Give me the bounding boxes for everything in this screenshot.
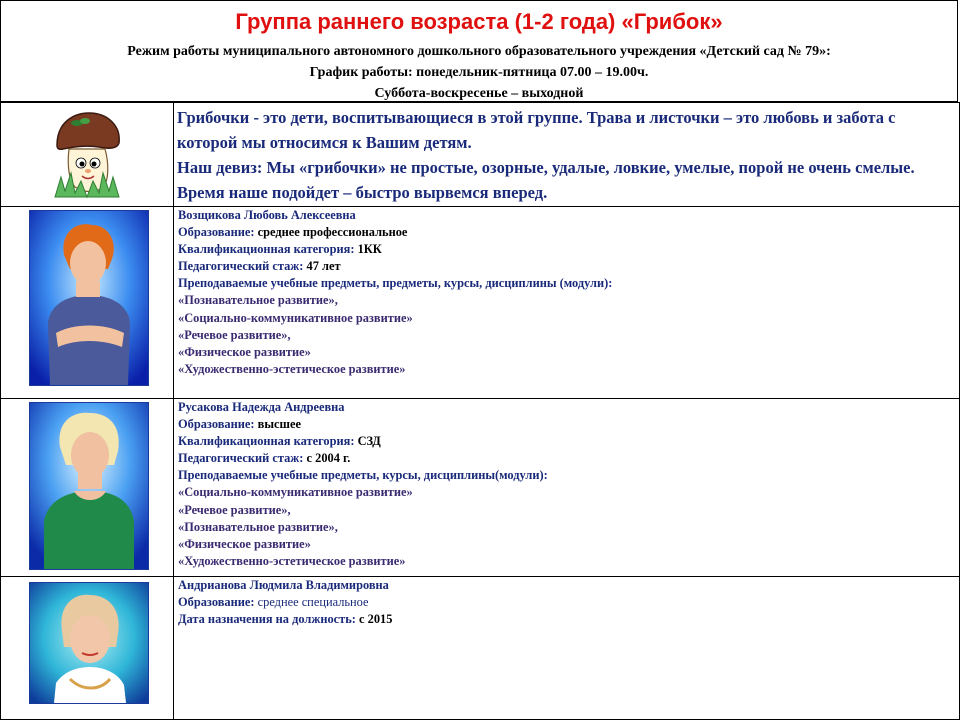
page-header — [0, 0, 958, 102]
experience-value: 47 лет — [306, 259, 341, 274]
education-value: среднее специальное — [257, 595, 369, 610]
teacher-name: Андрианова Людмила Владимировна — [178, 578, 389, 592]
appointment-date-value: с 2015 — [359, 612, 393, 627]
teacher-photo — [29, 402, 149, 570]
subject-item: «Социально-коммуникативное развитие» — [178, 485, 413, 500]
education-label: Образование: — [178, 417, 255, 432]
teacher-photo — [29, 210, 149, 386]
subject-item: «Художественно-эстетическое развитие» — [178, 553, 406, 568]
experience-value: с 2004 г. — [306, 451, 351, 466]
education-value: высшее — [257, 417, 301, 432]
teacher-info — [174, 577, 959, 628]
experience-label: Педагогический стаж: — [178, 451, 304, 466]
photo-cell — [1, 577, 174, 720]
teacher-photo — [29, 582, 149, 704]
teacher-row — [1, 207, 960, 399]
subject-item: «Познавательное развитие», — [178, 293, 338, 308]
subject-item: «Речевое развитие», — [178, 327, 291, 342]
appointment-date-label: Дата назначения на должность: — [178, 612, 356, 627]
teacher-row — [1, 399, 960, 577]
subjects-label: Преподаваемые учебные предметы, курсы, дисциплины(модули): — [178, 468, 548, 483]
photo-cell — [1, 399, 174, 577]
category-label: Квалификационная категория: — [178, 242, 355, 257]
intro-cell — [174, 103, 960, 207]
subjects-label: Преподаваемые учебные предметы, предметы, курсы, дисциплины (модули): — [178, 276, 613, 291]
category-label: Квалификационная категория: — [178, 434, 355, 449]
photo-cell — [1, 207, 174, 399]
education-value: среднее профессиональное — [257, 225, 408, 240]
weekend-line: Суббота-воскресенье – выходной — [374, 86, 584, 101]
teacher-info-cell — [174, 577, 960, 720]
education-label: Образование: — [178, 225, 255, 240]
mushroom-cell — [1, 103, 174, 207]
work-mode-line: Режим работы муниципального автономного дошкольного образовательного учреждения «Детский сад № 79»: — [127, 44, 831, 59]
subject-item: «Познавательное развитие», — [178, 519, 338, 534]
subject-item: «Речевое развитие», — [178, 502, 291, 517]
teacher-name: Русакова Надежда Андреевна — [178, 400, 345, 414]
teacher-row — [1, 577, 960, 720]
education-label: Образование: — [178, 595, 255, 610]
subject-item: «Физическое развитие» — [178, 536, 311, 551]
teacher-info — [174, 399, 959, 570]
category-value: 1КК — [357, 242, 382, 257]
motto-paragraph: Наш девиз: Мы «грибочки» не простые, озорные, удалые, ловкие, умелые, порой не очень смелые. Время наше подойдет – быстро вырвемся вперед. — [177, 158, 915, 202]
experience-label: Педагогический стаж: — [178, 259, 304, 274]
intro-paragraph: Грибочки - это дети, воспитывающиеся в этой группе. Трава и листочки – это любовь и забота с которой мы относимся к Вашим детям. — [177, 108, 896, 152]
category-value: СЗД — [357, 434, 381, 449]
subject-item: «Социально-коммуникативное развитие» — [178, 310, 413, 325]
mushroom-icon — [51, 111, 123, 199]
page-title: Группа раннего возраста (1-2 года) «Грибок» — [235, 9, 723, 34]
schedule-line: График работы: понедельник-пятница 07.00 – 19.00ч. — [309, 65, 649, 80]
intro-text — [174, 103, 959, 205]
teacher-info — [174, 207, 959, 378]
teacher-info-cell — [174, 207, 960, 399]
subject-item: «Художественно-эстетическое развитие» — [178, 361, 406, 376]
subject-item: «Физическое развитие» — [178, 344, 311, 359]
group-table — [0, 102, 960, 720]
intro-row — [1, 103, 960, 207]
teacher-name: Возщикова Любовь Алексеевна — [178, 208, 356, 222]
teacher-info-cell — [174, 399, 960, 577]
